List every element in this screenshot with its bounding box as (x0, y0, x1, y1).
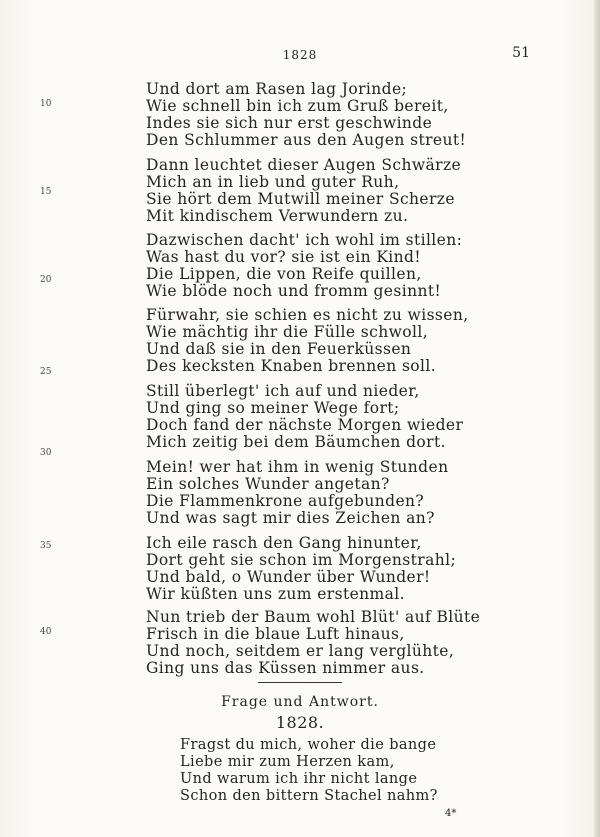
verse-line: Wie schnell bin ich zum Gruß bereit, (146, 97, 449, 115)
page-number: 51 (512, 45, 530, 61)
verse-line: Mit kindischem Verwundern zu. (146, 207, 409, 225)
verse-line: Doch fand der nächste Morgen wieder (146, 416, 464, 434)
line-number: 25 (40, 367, 52, 377)
verse-line: Und warum ich ihr nicht lange (180, 771, 418, 787)
verse-line: Dazwischen dacht' ich wohl im stillen: (146, 231, 463, 249)
line-number: 35 (40, 541, 52, 551)
line-number: 10 (40, 99, 52, 109)
verse-line: Schon den bittern Stachel nahm? (180, 788, 438, 804)
verse-line: Die Lippen, die von Reife quillen, (146, 265, 422, 283)
verse-line: Wie mächtig ihr die Fülle schwoll, (146, 323, 429, 341)
verse-line: Sie hört dem Mutwill meiner Scherze (146, 190, 455, 208)
poem-title: Frage und Antwort. (221, 694, 379, 710)
verse-line: Und noch, seitdem er lang verglühte, (146, 642, 455, 660)
verse-line: Wir küßten uns zum erstenmal. (146, 585, 405, 603)
line-number: 20 (40, 275, 52, 285)
verse-line: Des kecksten Knaben brennen soll. (146, 357, 437, 375)
verse-line: Dann leuchtet dieser Augen Schwärze (146, 156, 462, 174)
verse-line: Und daß sie in den Feuerküssen (146, 340, 412, 358)
verse-line: Frisch in die blaue Luft hinaus, (146, 625, 405, 643)
verse-line: Und was sagt mir dies Zeichen an? (146, 509, 435, 527)
line-number: 15 (40, 187, 52, 197)
poem-year: 1828. (275, 713, 325, 732)
verse-line: Indes sie sich nur erst geschwinde (146, 114, 433, 132)
verse-line: Fürwahr, sie schien es nicht zu wissen, (146, 306, 469, 324)
verse-line: Was hast du vor? sie ist ein Kind! (146, 248, 421, 266)
verse-line: Still überlegt' ich auf und nieder, (146, 382, 420, 400)
verse-line: Die Flammenkrone aufgebunden? (146, 492, 425, 510)
section-divider (258, 682, 342, 683)
verse-line: Liebe mir zum Herzen kam, (180, 754, 395, 770)
line-number: 40 (40, 627, 52, 637)
verse-line: Ich eile rasch den Gang hinunter, (146, 534, 422, 552)
verse-line: Und bald, o Wunder über Wunder! (146, 568, 431, 586)
verse-line: Nun trieb der Baum wohl Blüt' auf Blüte (146, 608, 481, 626)
verse-line: Mich zeitig bei dem Bäumchen dort. (146, 433, 446, 451)
verse-line: Mein! wer hat ihm in wenig Stunden (146, 458, 449, 476)
verse-line: Ging uns das Küssen nimmer aus. (146, 659, 425, 677)
line-number: 30 (40, 448, 52, 458)
verse-line: Dort geht sie schon im Morgenstrahl; (146, 551, 457, 569)
verse-line: Fragst du mich, woher die bange (180, 737, 437, 753)
page-edge-shadow (594, 0, 600, 837)
verse-line: Ein solches Wunder angetan? (146, 475, 390, 493)
verse-line: Mich an in lieb und guter Ruh, (146, 173, 400, 191)
verse-line: Und ging so meiner Wege fort; (146, 399, 400, 417)
verse-line: Und dort am Rasen lag Jorinde; (146, 80, 408, 98)
running-header-year: 1828 (282, 48, 318, 62)
signature-mark: 4* (445, 808, 457, 819)
verse-line: Den Schlummer aus den Augen streut! (146, 131, 467, 149)
verse-line: Wie blöde noch und fromm gesinnt! (146, 282, 442, 300)
